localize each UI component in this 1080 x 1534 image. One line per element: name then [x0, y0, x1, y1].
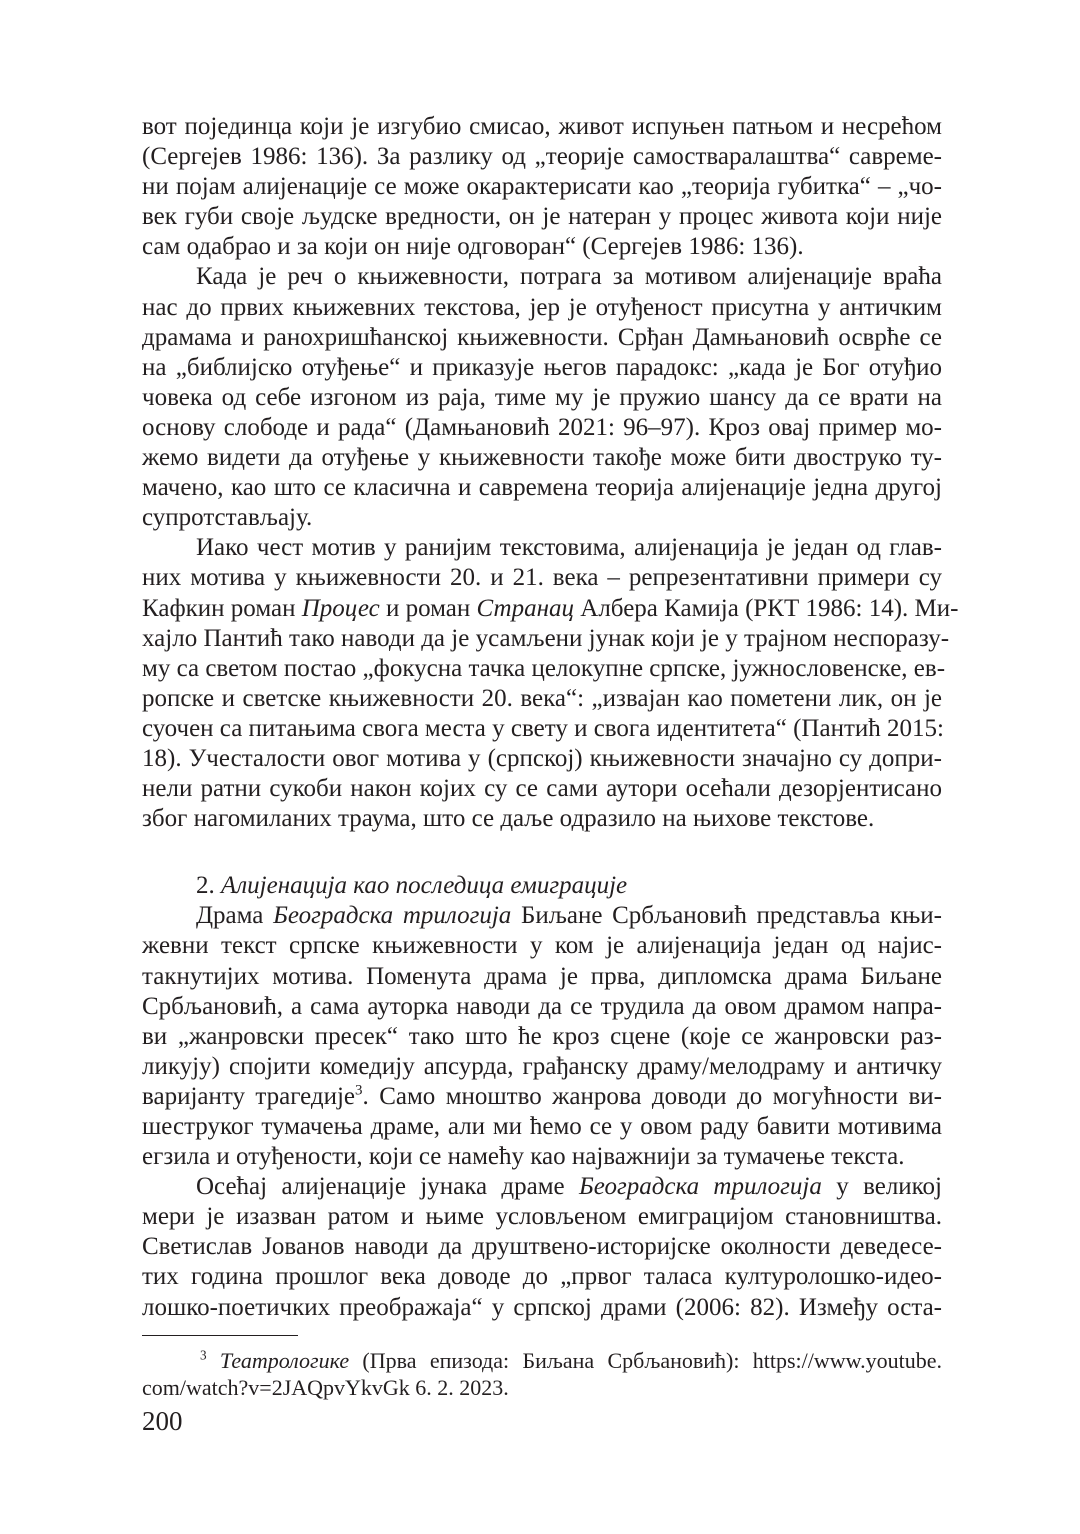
text-line: због нагомиланих траума, што се даље одразило на њихове текстове.	[142, 805, 875, 833]
play-title: Београдска трилогија	[273, 902, 512, 930]
text-line: Светислав Јованов наводи да друштвено-историјске околности деведесе-	[142, 1233, 942, 1261]
text-line	[142, 1082, 942, 1112]
footnote-line	[142, 1347, 942, 1374]
text-line: такнутијих мотива. Поменута драма је прва, дипломска драма Биљане	[142, 962, 942, 990]
text-line: основу слободе и рада“ (Дамњановић 2021: 96–97). Кроз овај пример мо-	[142, 413, 942, 441]
footnote-separator	[142, 1335, 298, 1336]
text-line: вот појединца који је изгубио смисао, живот испуњен патњом и несрећом	[142, 113, 942, 140]
paragraph-2	[142, 262, 942, 533]
paragraph-3	[142, 533, 959, 834]
text-line: суочен са питањима свога места у свету и свога идентитета“ (Пантић 2015:	[142, 714, 944, 742]
text-line: шеструког тумачења драме, али ми ћемо се у овом раду бавити мотивима	[142, 1113, 942, 1140]
book-title-stranger: Странац	[476, 594, 575, 622]
play-title: Београдска трилогија	[578, 1173, 822, 1201]
text-line: ликују) спојити комедију апсурда, грађанску драму/мелодраму и античку	[142, 1052, 942, 1080]
footnote-link[interactable]: (Прва епизода: Биљана Србљановић): https://www.youtube.	[349, 1348, 942, 1373]
text-run: варијанту трагедије	[142, 1082, 356, 1110]
text-line: нели ратни сукоби након којих су се сами аутори осећали дезорјентисано	[142, 775, 942, 803]
text-line: жемо видети да отуђење у књижевности такође може бити двоструко ту-	[142, 444, 942, 472]
text-line: Иако чест мотив у ранијим текстовима, алијенација је један од глав-	[196, 534, 942, 562]
text-line: (Сергејев 1986: 136). За разлику од „теорије самостваралаштва“ савреме-	[142, 143, 942, 171]
text-run: у великој	[821, 1173, 942, 1201]
text-line: драмама и ранохришћанској књижевности. Срђан Дамњановић осврће се	[142, 323, 942, 351]
text-line: на „библијско отуђење“ и приказује његов парадокс: „када је Бог отуђио	[142, 353, 942, 381]
text-run: Албера Камија (РКТ 1986: 14). Ми-	[574, 594, 959, 622]
text-line: хајло Пантић тако наводи да је усамљени јунак који је у трајном неспоразу-	[142, 624, 950, 652]
text-run: и роман	[379, 594, 477, 622]
paragraph-5	[142, 1172, 942, 1322]
text-line: сам одабрао и за који он није одговоран“ (Сергејев 1986: 136).	[142, 233, 804, 261]
footnote-marker: 3	[200, 1347, 207, 1363]
text-line	[142, 594, 959, 624]
section-title: Алијенација као последица емиграције	[221, 872, 628, 900]
text-run: Биљане Србљановић представља књи-	[511, 902, 942, 930]
text-line	[142, 1172, 942, 1202]
text-run: Драма	[196, 902, 274, 930]
text-line: ни појам алијенације се може окарактерисати као „теорија губитка“ – „чо-	[142, 173, 942, 201]
text-line: Када је реч о књижевности, потрага за мотивом алијенације враћа	[196, 263, 942, 291]
text-line: 18). Учесталости овог мотива у (српској) књижевности значајно су допри-	[142, 744, 942, 772]
text-line: век губи своје људске вредности, он је натеран у процес живота који није	[142, 203, 942, 231]
text-line: них мотива у књижевности 20. и 21. века – репрезентативни примери су	[142, 564, 942, 592]
paragraph-1	[142, 112, 942, 262]
text-line: мачено, као што се класична и савремена теорија алијенације једна другој	[142, 474, 942, 502]
section-number: 2.	[196, 872, 221, 900]
text-run: . Само мноштво жанрова доводи до могућности ви-	[362, 1082, 943, 1110]
text-line: егзила и отуђености, који се намећу као најважнији за тумачење текста.	[142, 1143, 905, 1171]
text-line: тих година прошлог века доводе до „првог таласа културолошко-идео-	[142, 1263, 942, 1291]
text-line: супротстављају.	[142, 504, 313, 532]
paragraph-4	[142, 901, 942, 1172]
section-heading	[142, 871, 942, 901]
footnote-title: Театрологике	[219, 1348, 350, 1373]
book-title-process: Процес	[301, 594, 380, 622]
text-line: ропске и светске књижевности 20. века“: „извајан као пометени лик, он је	[142, 684, 942, 712]
page-body	[142, 112, 959, 1323]
text-line: му са светом постао „фокусна тачка целокупне српске, јужнословенске, ев-	[142, 654, 946, 682]
text-line: Србљановић, а сама ауторка наводи да се трудила да овом драмом напра-	[142, 992, 942, 1020]
footnote-reference[interactable]: 3	[355, 1082, 363, 1099]
text-line: човека од себе изгоном из раја, тиме му је пружио шансу да се врати на	[142, 383, 942, 411]
text-line: нас до првих књижевних текстова, јер је отуђеност присутна у античким	[142, 293, 942, 321]
text-line: ви „жанровски пресек“ тако што ће кроз сцене (које се жанровски раз-	[142, 1022, 942, 1050]
text-line: жевни текст српске књижевности у ком је алијенација један од најис-	[142, 932, 942, 960]
footnote	[142, 1347, 942, 1401]
footnote-line[interactable]: com/watch?v=2JAQpvYkvGk 6. 2. 2023.	[142, 1375, 509, 1400]
text-line: лошко-поетичких преображаја“ у српској драми (2006: 82). Између оста-	[142, 1293, 942, 1321]
text-line: мери је изазван ратом и њиме условљеном емиграцијом становништва.	[142, 1203, 942, 1231]
text-run: Осећај алијенације јунака драме	[196, 1173, 579, 1201]
text-line	[142, 901, 942, 931]
text-run: Кафкин роман	[142, 594, 302, 622]
section-spacer	[142, 834, 942, 871]
page-number: 200	[142, 1406, 183, 1436]
